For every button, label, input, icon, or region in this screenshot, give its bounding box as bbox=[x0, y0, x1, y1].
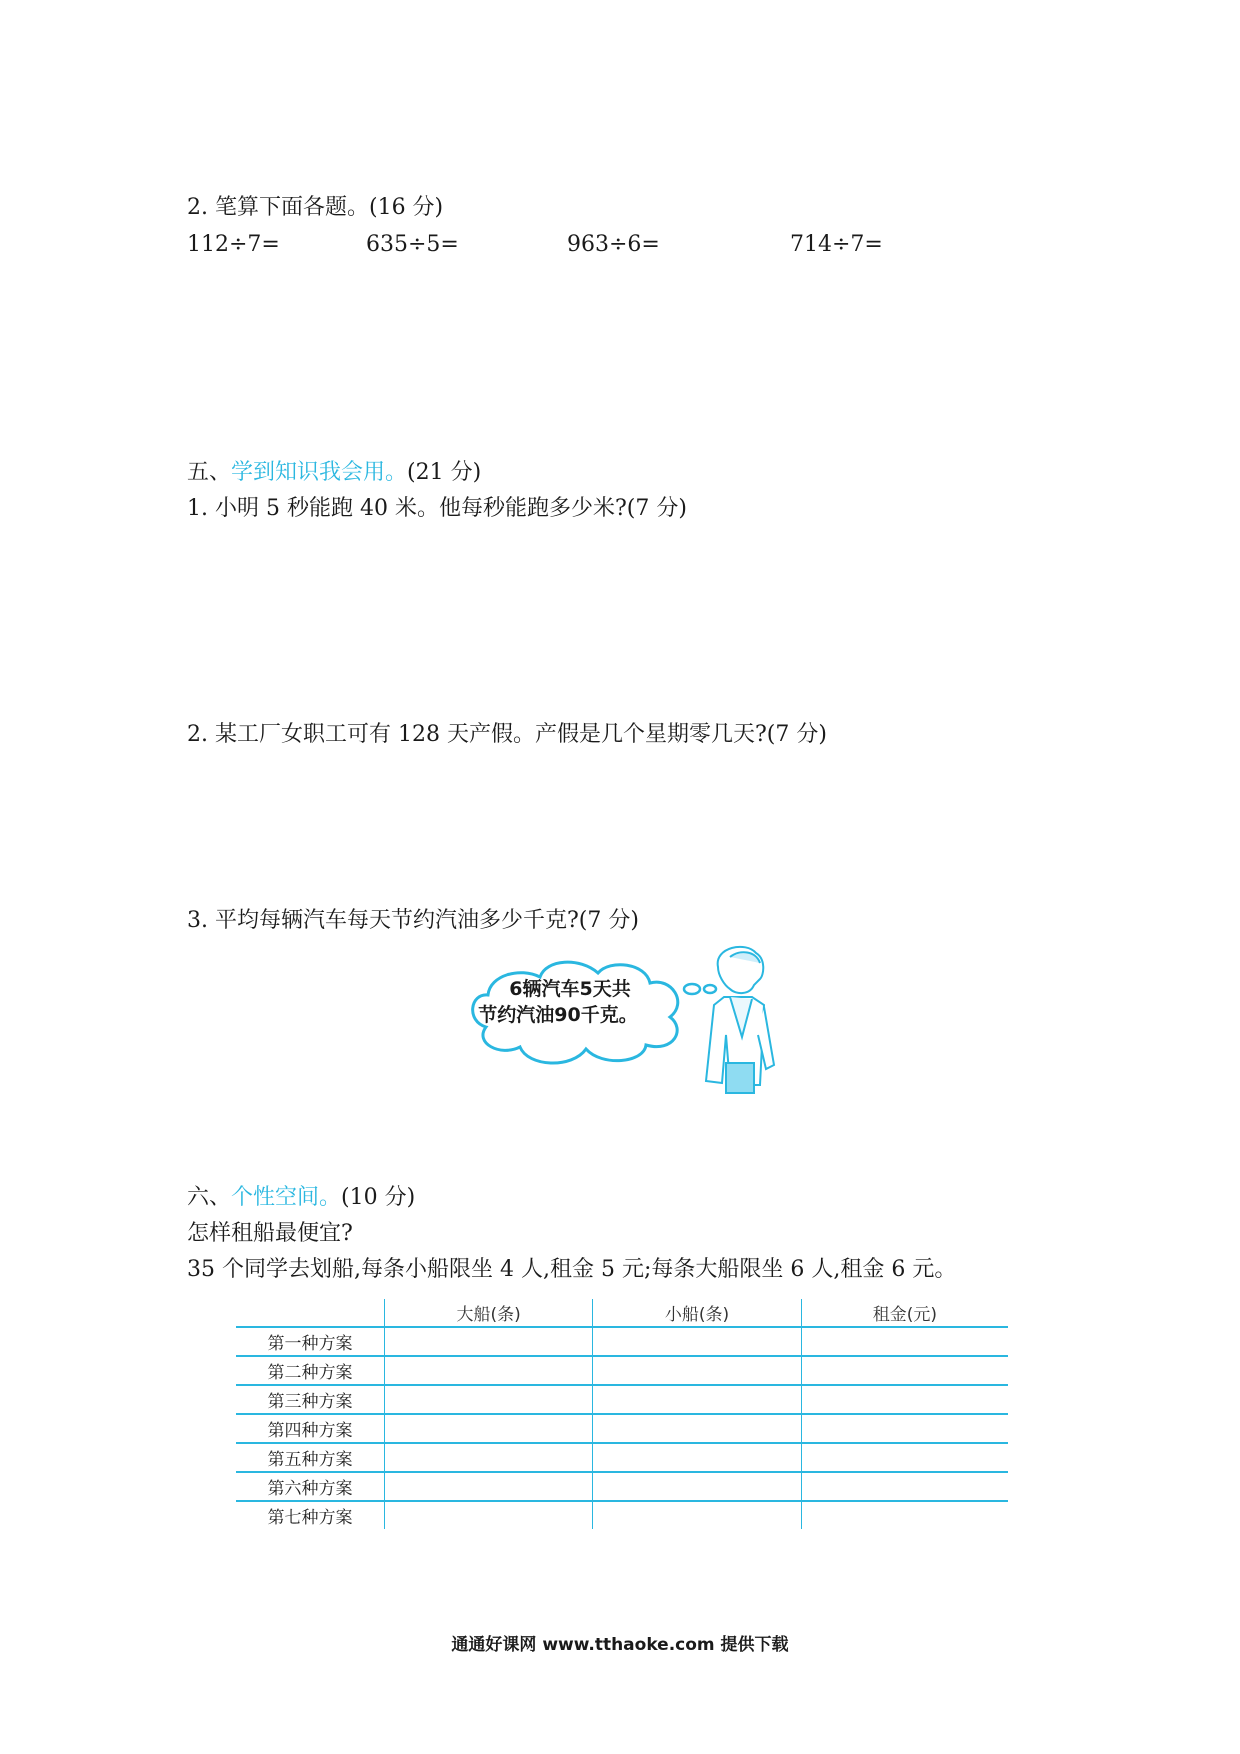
answer-cell bbox=[801, 1443, 1008, 1472]
q5-1: 1. 小明 5 秒能跑 40 米。他每秒能跑多少米?(7 分) bbox=[187, 496, 687, 521]
calc-1: 112÷7= bbox=[187, 232, 280, 257]
thought-bubble-icon bbox=[460, 945, 780, 1095]
table-header-row bbox=[236, 1299, 1008, 1327]
table-corner bbox=[236, 1299, 385, 1327]
q2-calc-title: 2. 笔算下面各题。(16 分) bbox=[187, 195, 444, 220]
bubble-line-2: 节约汽油90千克。 bbox=[478, 1004, 638, 1026]
answer-cell bbox=[801, 1472, 1008, 1501]
illustration bbox=[460, 945, 780, 1095]
table-row bbox=[236, 1443, 1008, 1472]
answer-cell bbox=[385, 1443, 593, 1472]
row-label: 第二种方案 bbox=[236, 1356, 385, 1385]
row-label: 第三种方案 bbox=[236, 1385, 385, 1414]
row-label: 第四种方案 bbox=[236, 1414, 385, 1443]
answer-cell bbox=[801, 1414, 1008, 1443]
bubble-line-1: 6辆汽车5天共 bbox=[509, 978, 631, 1000]
header-rent: 租金(元) bbox=[801, 1299, 1008, 1327]
answer-cell bbox=[801, 1501, 1008, 1529]
section5-heading bbox=[187, 458, 481, 488]
answer-cell bbox=[801, 1385, 1008, 1414]
header-big-boat: 大船(条) bbox=[385, 1299, 593, 1327]
answer-cell bbox=[593, 1501, 801, 1529]
section5-title: 学到知识我会用。 bbox=[231, 460, 408, 485]
row-label: 第一种方案 bbox=[236, 1327, 385, 1356]
answer-cell bbox=[385, 1472, 593, 1501]
answer-cell bbox=[801, 1356, 1008, 1385]
section6-prefix: 六、 bbox=[187, 1185, 232, 1210]
section6-problem: 35 个同学去划船,每条小船限坐 4 人,租金 5 元;每条大船限坐 6 人,租金 6 元。 bbox=[187, 1257, 957, 1282]
table-row bbox=[236, 1414, 1008, 1443]
table-row bbox=[236, 1501, 1008, 1529]
answer-cell bbox=[385, 1356, 593, 1385]
answer-cell bbox=[385, 1327, 593, 1356]
section6-heading bbox=[187, 1183, 415, 1213]
answer-cell bbox=[801, 1327, 1008, 1356]
section5-prefix: 五、 bbox=[187, 460, 232, 485]
calc-2: 635÷5= bbox=[366, 232, 459, 257]
section6-title: 个性空间。 bbox=[231, 1185, 342, 1210]
answer-cell bbox=[385, 1385, 593, 1414]
table-row bbox=[236, 1472, 1008, 1501]
row-label: 第五种方案 bbox=[236, 1443, 385, 1472]
section6-score: (10 分) bbox=[341, 1185, 416, 1210]
table-row bbox=[236, 1356, 1008, 1385]
boat-plan-table bbox=[236, 1299, 1008, 1529]
answer-cell bbox=[593, 1356, 801, 1385]
answer-cell bbox=[385, 1501, 593, 1529]
calc-3: 963÷6= bbox=[567, 232, 660, 257]
section6-question: 怎样租船最便宜? bbox=[187, 1221, 353, 1246]
table-row bbox=[236, 1327, 1008, 1356]
answer-cell bbox=[385, 1414, 593, 1443]
answer-cell bbox=[593, 1327, 801, 1356]
calc-4: 714÷7= bbox=[790, 232, 883, 257]
header-small-boat: 小船(条) bbox=[593, 1299, 801, 1327]
section5-score: (21 分) bbox=[407, 460, 482, 485]
answer-cell bbox=[593, 1443, 801, 1472]
answer-cell bbox=[593, 1385, 801, 1414]
answer-cell bbox=[593, 1472, 801, 1501]
answer-cell bbox=[593, 1414, 801, 1443]
table-row bbox=[236, 1385, 1008, 1414]
row-label: 第六种方案 bbox=[236, 1472, 385, 1501]
q5-2: 2. 某工厂女职工可有 128 天产假。产假是几个星期零几天?(7 分) bbox=[187, 722, 827, 747]
row-label: 第七种方案 bbox=[267, 1508, 353, 1528]
footer-credit: 通通好课网 www.tthaoke.com 提供下载 bbox=[451, 1635, 789, 1655]
q5-3: 3. 平均每辆汽车每天节约汽油多少千克?(7 分) bbox=[187, 908, 639, 933]
